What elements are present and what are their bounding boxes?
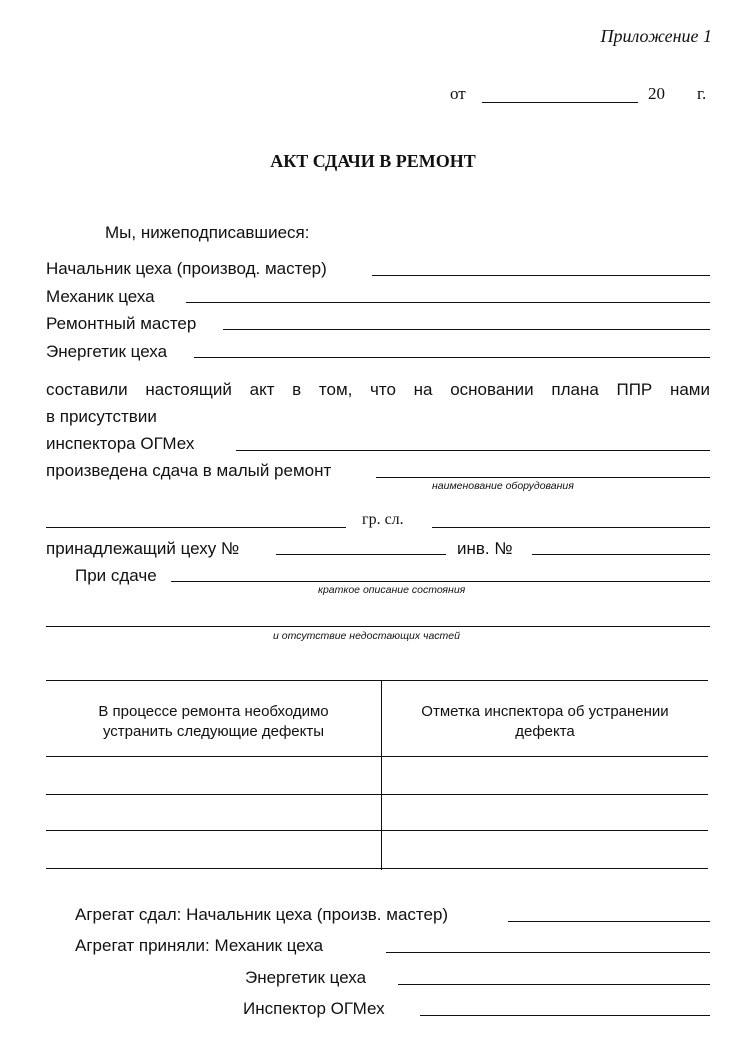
handover-label: произведена сдача в малый ремонт [46,461,332,480]
group-label: гр. сл. [362,511,404,528]
table-header-defects: В процессе ремонта необходимо устранить следующие дефекты [98,703,329,740]
accepted-label: Агрегат приняли: Механик цеха [75,936,324,955]
table-row-line[interactable] [46,794,708,795]
inventory-label: инв. № [457,539,513,558]
footer-inspector-line[interactable] [420,1015,710,1016]
table-row-line[interactable] [46,868,708,869]
inspector-label: инспектора ОГМех [46,434,195,453]
equipment-line-2[interactable] [46,527,346,528]
table-top-border [46,680,708,681]
state-caption: краткое описание состояния [318,584,466,596]
table-header-border [46,756,708,757]
shop-energy-line[interactable] [194,357,710,358]
table-header-inspector-mark: Отметка инспектора об устранении дефекта [421,703,669,740]
belongs-label: принадлежащий цеху № [46,539,240,558]
state-line[interactable] [171,581,710,582]
shop-head-line[interactable] [372,275,710,276]
repair-master-label: Ремонтный мастер [46,314,197,333]
date-year-label: 20 [648,84,665,103]
statement-line-1: составили настоящий акт в том, что на основании плана ППР нами [46,380,710,399]
missing-caption: и отсутствие недостающих частей [273,630,460,642]
state-line-2[interactable] [46,626,710,627]
energy-label: Энергетик цеха [245,968,367,987]
footer-inspector-label: Инспектор ОГМех [243,999,385,1018]
group-line[interactable] [432,527,710,528]
date-line[interactable] [482,102,638,103]
document-title: АКТ СДАЧИ В РЕМОНТ [270,151,476,171]
inspector-line[interactable] [236,450,710,451]
shop-mechanic-label: Механик цеха [46,287,155,306]
shop-number-line[interactable] [276,554,446,555]
equipment-line[interactable] [376,477,710,478]
handed-line[interactable] [508,921,710,922]
intro-text: Мы, нижеподписавшиеся: [105,223,310,242]
shop-energy-label: Энергетик цеха [46,342,168,361]
table-row-line[interactable] [46,830,708,831]
shop-mechanic-line[interactable] [186,302,710,303]
repair-master-line[interactable] [223,329,710,330]
energy-line[interactable] [398,984,710,985]
date-from-label: от [450,84,466,103]
on-handover-label: При сдаче [75,566,157,585]
accepted-mechanic-line[interactable] [386,952,710,953]
appendix-label: Приложение 1 [600,26,712,46]
equipment-caption: наименование оборудования [432,480,574,492]
shop-head-label: Начальник цеха (производ. мастер) [46,259,327,278]
statement-line-2: в присутствии [46,407,157,426]
date-suffix-label: г. [697,84,707,103]
handed-label: Агрегат сдал: Начальник цеха (произв. мастер) [75,905,449,924]
inventory-line[interactable] [532,554,710,555]
